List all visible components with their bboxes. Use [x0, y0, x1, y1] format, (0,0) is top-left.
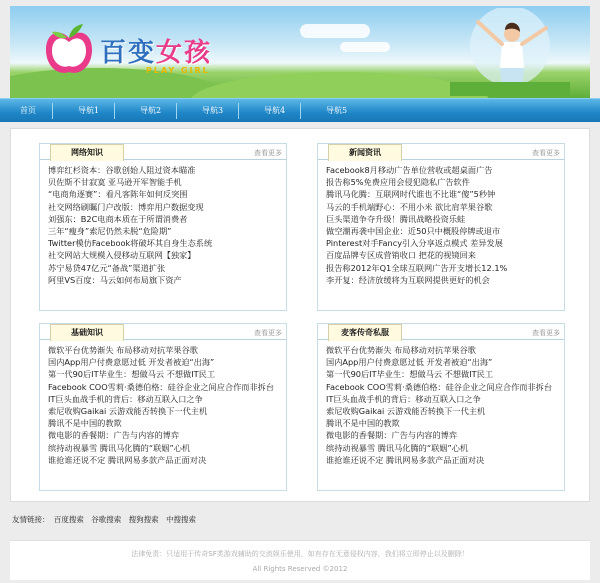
logo-subtitle: PLAY GIRL	[146, 66, 210, 75]
more-link[interactable]: 查看更多	[532, 329, 560, 337]
panel-title: 网络知识	[50, 144, 124, 161]
nav-item-1[interactable]: 导航1	[78, 106, 100, 115]
article-link[interactable]: 马云的手机端野心：不用小米 欲比肩苹果谷歌	[326, 201, 493, 212]
article-link[interactable]: 腾讯马化腾：互联网时代谁也不比谁“傻”5秒钟	[326, 189, 496, 200]
article-link[interactable]: 微软平台优势渐失 布局移动对抗苹果谷歌	[48, 345, 198, 355]
friend-link-zhongsou[interactable]: 中搜搜索	[166, 515, 197, 524]
nav-item-2[interactable]: 导航2	[140, 106, 162, 115]
more-link[interactable]: 查看更多	[254, 149, 282, 157]
header-banner	[10, 6, 590, 98]
more-link[interactable]: 查看更多	[254, 329, 282, 337]
article-link[interactable]: 索尼收购Gaikai 云游戏能否转换下一代主机	[48, 405, 208, 416]
content-area	[10, 128, 590, 502]
panel-title: 基础知识	[50, 324, 124, 341]
article-link[interactable]: 缤持动视暴雪 腾讯马化腾的“联姻”心机	[48, 442, 191, 453]
panel-header	[40, 144, 286, 160]
article-link[interactable]: 百度品牌专区成营销收口 把花的视镜回来	[326, 250, 476, 261]
article-link[interactable]: 微电影的香餐期：广告与内容的博弈	[326, 430, 458, 441]
article-link[interactable]: Facebook COO雪莉·桑德伯格：硅谷企业之间应合作而非拆台	[326, 381, 553, 392]
article-link[interactable]: Twitter模仿Facebook将破坏其自身生态系统	[48, 238, 213, 249]
logo-text	[100, 32, 212, 69]
friend-links	[12, 514, 201, 525]
panel-header	[40, 324, 286, 340]
article-list	[318, 160, 564, 286]
article-link[interactable]: 阿里VS百度：马云如何布局旗下资产	[48, 274, 182, 285]
article-link[interactable]: 社交网站大规模入侵移动互联网【独家】	[48, 250, 196, 261]
main-nav	[0, 98, 600, 122]
article-link[interactable]: Pinterest对手Fancy引入分享返点模式 差异发展	[326, 238, 503, 249]
friend-links-label: 友情链接：	[12, 515, 50, 524]
nav-item-3[interactable]: 导航3	[202, 106, 224, 115]
article-list	[318, 340, 564, 466]
legend-private-server-panel	[317, 323, 565, 491]
article-link[interactable]: 博弈红杉资本：谷歌创始人阻过资本瞄准	[48, 165, 196, 175]
article-link[interactable]: 谁抢谁还说不定 腾讯网易多款产品正面对决	[326, 454, 485, 465]
article-link[interactable]: IT巨头血战手机的背后：移动互联入口之争	[326, 393, 481, 404]
nav-item-5[interactable]: 导航5	[326, 106, 348, 115]
article-link[interactable]: 国内App用户付费意愿过低 开发者被迫“出海”	[48, 357, 215, 368]
article-link[interactable]: 谁抢谁还说不定 腾讯网易多款产品正面对决	[48, 454, 207, 465]
footer	[10, 540, 590, 580]
apple-icon	[40, 20, 98, 80]
article-link[interactable]: 腾讯不是中国的教欺	[48, 418, 122, 429]
article-link[interactable]: 刘强东：B2C电商本质在于所谓消费者	[48, 213, 188, 224]
article-link[interactable]: IT巨头血战手机的背后：移动互联入口之争	[48, 393, 203, 404]
article-link[interactable]: 腾讯不是中国的教欺	[326, 418, 400, 429]
article-link[interactable]: 报告称5%免费应用会侵犯隐私广告软件	[326, 177, 470, 188]
article-link[interactable]: 国内App用户付费意愿过低 开发者被迫“出海”	[326, 357, 493, 368]
article-link[interactable]: 李开复：经济放缓将为互联网提供更好的机会	[326, 274, 490, 285]
cloud-decoration	[300, 24, 370, 38]
friend-link-google[interactable]: 谷歌搜索	[91, 515, 122, 524]
copyright: All Rights Reserved ©2012	[252, 565, 348, 573]
article-link[interactable]: 缤持动视暴雪 腾讯马化腾的“联姻”心机	[326, 442, 469, 453]
panel-header	[318, 324, 564, 340]
nav-separator	[238, 103, 239, 119]
nav-item-4[interactable]: 导航4	[264, 106, 286, 115]
friend-link-sogou[interactable]: 搜狗搜索	[128, 515, 159, 524]
panel-header	[318, 144, 564, 160]
nav-separator	[52, 103, 53, 119]
article-link[interactable]: 报告称2012年Q1全球互联网广告开支增长12.1%	[326, 262, 508, 273]
network-knowledge-panel	[39, 143, 287, 311]
article-link[interactable]: Facebook COO雪莉·桑德伯格：硅谷企业之间应合作而非拆台	[48, 381, 275, 392]
article-link[interactable]: 贝佐斯不甘寂寞 亚马逊开军智能手机	[48, 177, 182, 188]
logo-text-part2: 女孩	[156, 38, 213, 68]
girl-illustration	[450, 8, 570, 96]
article-link[interactable]: Facebook8月移动广告单位营收或超桌面广告	[326, 165, 493, 175]
article-list	[40, 340, 286, 466]
article-link[interactable]: 第一代90后IT毕业生：想做马云 不想做IT民工	[48, 369, 216, 380]
legal-disclaimer: 法律免责：只适用于传奇SF类游戏辅助的交流娱乐使用，如有存在无意侵权内容，我们将立即停止以及删除！	[131, 550, 469, 558]
basic-knowledge-panel	[39, 323, 287, 491]
article-link[interactable]: 微电影的香餐期：广告与内容的博弈	[48, 430, 180, 441]
article-list	[40, 160, 286, 286]
article-link[interactable]: 苏宁易贷47亿元“备战”渠道扩张	[48, 262, 166, 273]
news-panel	[317, 143, 565, 311]
nav-separator	[176, 103, 177, 119]
article-link[interactable]: 做空潮再袭中国企业：近50只中概股停牌或退市	[326, 225, 501, 236]
cloud-decoration	[340, 42, 390, 52]
article-link[interactable]: 巨头渠道争夺升级！腾讯战略投资乐蛙	[326, 213, 466, 224]
nav-separator	[114, 103, 115, 119]
article-link[interactable]: “电商角逐赛”：看凡客陈年如何反突围	[48, 189, 188, 200]
panel-title: 麦客传奇私服	[328, 324, 402, 341]
article-link[interactable]: 索尼收购Gaikai 云游戏能否转换下一代主机	[326, 405, 486, 416]
site-logo[interactable]	[40, 20, 270, 86]
logo-text-part1: 百变	[100, 38, 157, 68]
article-link[interactable]: 社交网络刷瞩门户改版：博弈用户数据变现	[48, 201, 204, 212]
friend-link-baidu[interactable]: 百度搜索	[53, 515, 84, 524]
article-link[interactable]: 三年“瘦身”索尼仍然未脱“危险期”	[48, 225, 172, 236]
panel-title: 新闻资讯	[328, 144, 402, 161]
article-link[interactable]: 第一代90后IT毕业生：想做马云 不想做IT民工	[326, 369, 494, 380]
more-link[interactable]: 查看更多	[532, 149, 560, 157]
article-link[interactable]: 微软平台优势渐失 布局移动对抗苹果谷歌	[326, 345, 476, 355]
nav-separator	[300, 103, 301, 119]
nav-home[interactable]: 首页	[20, 106, 36, 115]
